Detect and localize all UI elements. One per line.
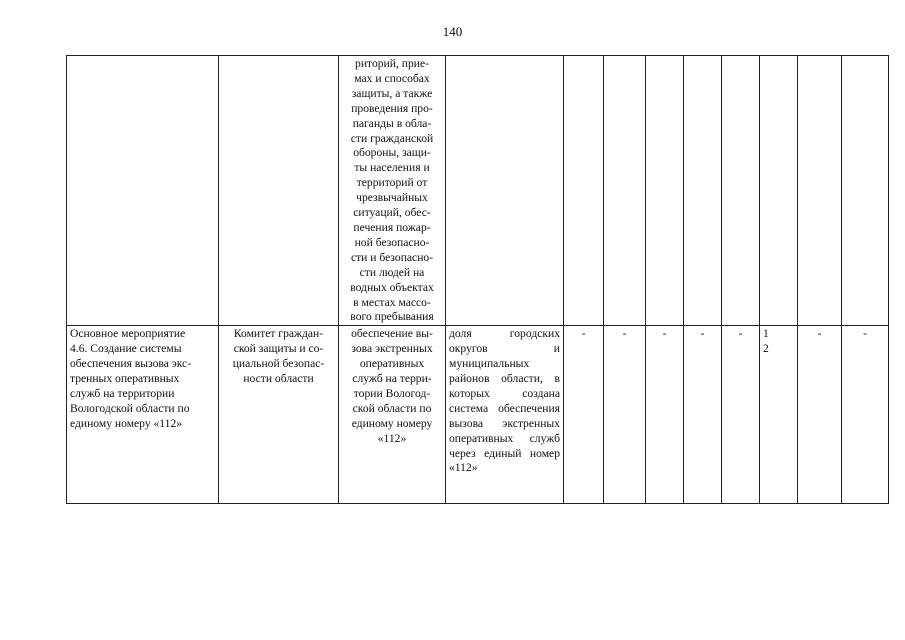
value-cell [722,56,760,326]
table-row [67,326,889,504]
value-digit: 1 [763,327,769,341]
expected-result-cell [339,56,446,326]
table-row [67,56,889,326]
value-cell: - [722,326,760,504]
value-cell [564,56,604,326]
expected-result-text: риторий, прие- мах и способах защиты, а также проведения про- паганды в обла- сти гражданской обороны, защи- ты населения и территорий от чрезвычайных ситуаций, обес- печения пожар- ной безопасно- сти и безопасно- сти людей на водных объектах в местах массо- вого пребывания [350,57,434,324]
executor-text: Комитет граждан- ской защиты и со- циальной безопас- ности области [232,327,325,386]
value-cell: - [684,326,722,504]
program-measures-table [66,55,889,504]
expected-result-text: обеспечение вы- зова экстренных оперативных служб на терри- тории Вологод- ской области по единому номеру «112» [351,327,433,445]
value-cell [604,56,646,326]
indicator-cell [446,56,564,326]
value-cell [646,56,684,326]
value-cell [760,56,798,326]
value-cell: - [646,326,684,504]
measure-name-cell [67,56,219,326]
indicator-text: доля городских округов и муниципальных районов области, в которых создана система обеспечения вызова экстренных оперативных служб через единый номер «112» [449,327,560,475]
measure-name-cell [67,326,219,504]
indicator-cell [446,326,564,504]
page-number: 140 [442,24,463,39]
value-cell: - [564,326,604,504]
executor-cell [219,326,339,504]
value-cell [760,326,798,504]
value-cell: - [842,326,889,504]
value-cell: - [604,326,646,504]
executor-cell [219,56,339,326]
value-cell [684,56,722,326]
expected-result-cell [339,326,446,504]
value-cell: - [798,326,842,504]
value-cell [798,56,842,326]
value-cell [842,56,889,326]
measure-name-text: Основное мероприятие 4.6. Создание системы обеспечения вызова экс- тренных оперативных служб на территории Вологодской области по единому номеру «112» [70,327,192,430]
value-digit: 2 [763,342,769,356]
